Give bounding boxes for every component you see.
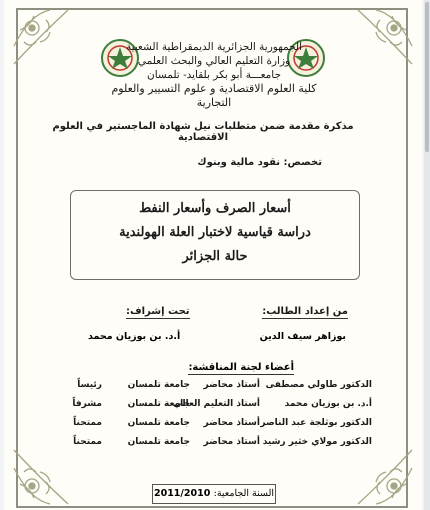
member-university: جامعة تلمسان [127, 399, 190, 409]
thesis-title-line: حالة الجزائر [182, 249, 248, 264]
memo-statement: مذكرة مقدمة ضمن متطلبات نيل شهادة الماجستير في العلوم الاقتصادية [52, 121, 354, 143]
academic-year-label: السنة الجامعية: [213, 488, 275, 499]
member-name: أ.د. بن بوزيان محمد [284, 399, 372, 409]
supervisor-label: تحت إشراف: [126, 306, 190, 317]
academic-year-value: 2011/2010 [153, 488, 211, 499]
academic-year-box [152, 484, 276, 504]
member-university: جامعة تلمسان [127, 437, 190, 447]
student-label: من إعداد الطالب: [262, 306, 348, 317]
committee-member-row [60, 418, 372, 437]
member-name: الدكتور بوثلجة عبد الناصر [260, 418, 372, 428]
member-role: ممتحناً [73, 437, 102, 447]
committee-member-row [60, 399, 372, 418]
supervisor-name: أ.د. بن بوزيان محمد [88, 331, 181, 342]
header-university: جامعـــة أبو بكر بلقايد- تلمسان [146, 69, 281, 81]
vertical-scrollbar[interactable] [424, 0, 430, 510]
specialty: تخصص: نقود مالية وبنوك [197, 157, 322, 168]
member-university: جامعة تلمسان [127, 418, 190, 428]
member-rank: أستاذ التعليم العالي [173, 399, 260, 409]
member-rank: أستاذ محاضر [203, 437, 260, 447]
corner-ornament-icon [330, 6, 416, 92]
header-republic: الجمهورية الجزائرية الديمقراطية الشعبية [125, 41, 303, 53]
member-rank: أستاذ محاضر [203, 418, 260, 428]
student-name: بوزاهر سيف الدين [259, 331, 346, 342]
committee-member-row [60, 437, 372, 456]
header-ministry: وزارة التعليم العالي والبحث العلمي [137, 55, 291, 67]
member-rank: أستاذ محاضر [203, 380, 260, 390]
committee-members [60, 380, 372, 456]
committee-label: أعضاء لجنة المناقشة: [188, 362, 294, 373]
member-role: ممتحناً [73, 418, 102, 428]
scrollbar-thumb[interactable] [425, 2, 429, 152]
corner-ornament-icon [10, 6, 96, 92]
member-name: الدكتور مولاي خثير رشيد [262, 437, 372, 447]
document-page [4, 0, 422, 510]
thesis-title-box [70, 190, 360, 280]
member-role: مشرفاً [72, 399, 102, 409]
thesis-title-line: دراسة قياسية لاختبار العلة الهولندية [119, 225, 311, 240]
member-university: جامعة تلمسان [127, 380, 190, 390]
member-name: الدكتور طاولي مصطفى [265, 380, 372, 390]
member-role: رئيساً [77, 380, 102, 390]
header-faculty: كلية العلوم الاقتصادية و علوم التسيير والعلوم التجارية [111, 82, 317, 109]
thesis-title-line: أسعار الصرف وأسعار النفط [139, 201, 291, 216]
committee-member-row [60, 380, 372, 399]
